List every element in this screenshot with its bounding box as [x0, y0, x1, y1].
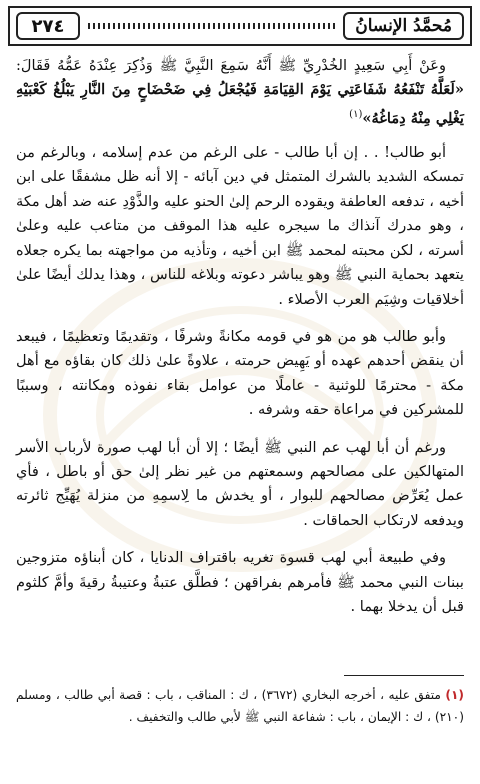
paragraph-abu-talib: أبو طالب! . . إن أبا طالب - على الرغم من عدم إسلامه ، وبالرغم من تمسكه الشديد بالشرك المتمثل في دين آبائه - إلا أنه ظل مشفقًا على ابن أخيه ، تدفعه العاطفة ويقوده الرحم إلىٰ الحنو عليه والذَّوْدِ عنه ضد أهل مكة ، وهو مدرك آنذاك ما سيجره عليه هذا الموقف من متاعب عليه وعلىٰ أسرته ، لكن محبته لمحمد ﷺ ابن أخيه ، وتأذيه من مواجهته بما يكره جعلاه يتعهد بحماية النبي ﷺ وهو يباشر دعوته وبلاغه للناس ، وهذا يدلك أيضًا علىٰ أخلاقيات وشِيَم العرب الأصلاء . — [16, 144, 464, 308]
page-header — [8, 6, 472, 46]
hadith-quote: «لَعَلَّهُ تَنْفَعُهُ شَفَاعَتِي يَوْمَ القِيَامَةِ فَيُجْعَلُ فِي ضَحْضَاحٍ مِنَ النَّارِ يَبْلُغُ كَعْبَيْهِ يَغْلِي مِنْهُ دِمَاغُهُ» — [16, 81, 464, 127]
hadith-narration: وعَنْ أَبِي سَعِيدٍ الخُدْرِيِّ ﷺ أَنَّهُ سَمِعَ النَّبِيَّ ﷺ وَذُكِرَ عِنْدَهُ عَمُّهُ فَقَالَ: — [16, 57, 446, 74]
footnote-reference[interactable]: (١) — [349, 108, 363, 120]
footnote-divider — [344, 675, 464, 676]
paragraph-abu-lahab-nature: وفي طبيعة أبي لهب قسوة تغريه باقتراف الدنايا ، كان أبناؤه متزوجين ببنات النبي محمد ﷺ فأمرهم بفراقهن ؛ فطلَّق عتبةُ وعتيبةُ رقيةَ وأمَّ كلثوم قبل أن يدخلا بهما . — [16, 549, 464, 615]
paragraph-abu-talib-status: وأبو طالب هو من هو في قومه مكانةً وشرفًا ، وتقديمًا وتعظيمًا ، فيبعد أن ينقض أحدهم عهده أو يَهِيض حرمته ، علاوةً علىٰ ذلك كان بقاؤه مع أهل مكة - محترمًا للوثنية - عاملًا من عوامل بقاء نفوذه ومكانته ، وسببًا للمشركين في مراعاة حقه وشرفه . — [16, 327, 464, 419]
page-number: ٢٧٤ — [16, 12, 80, 40]
footnote-text: متفق عليه ، أخرجه البخاري (٣٦٧٢) ، ك : المناقب ، باب : قصة أبي طالب ، ومسلم (٢١٠) ، ك : الإيمان ، باب : شفاعة النبي ﷺ لأبي طالب والتخفيف . — [16, 688, 464, 724]
footnote — [16, 684, 464, 728]
paragraph-hadith — [16, 54, 464, 131]
book-title: مُحمَّدُ الإنسانُ — [343, 12, 464, 40]
header-ornament — [88, 23, 335, 29]
paragraph-abu-lahab: ورغم أن أبا لهب عم النبي ﷺ أيضًا ؛ إلا أن أبا لهب صورة لأرباب الأسر المتهالكين على مصالحهم وسمعتهم من غير نظر إلىٰ حق أو باطل ، فأي عمل يُعَرِّض مصالحهم للبوار ، أو يخدش ما لِاسمِهِ من منزلة يُهَيِّج ثائرته ويدفعه لارتكاب الحماقات . — [16, 438, 464, 529]
page-body — [16, 54, 464, 632]
footnote-number: (١) — [445, 688, 464, 702]
